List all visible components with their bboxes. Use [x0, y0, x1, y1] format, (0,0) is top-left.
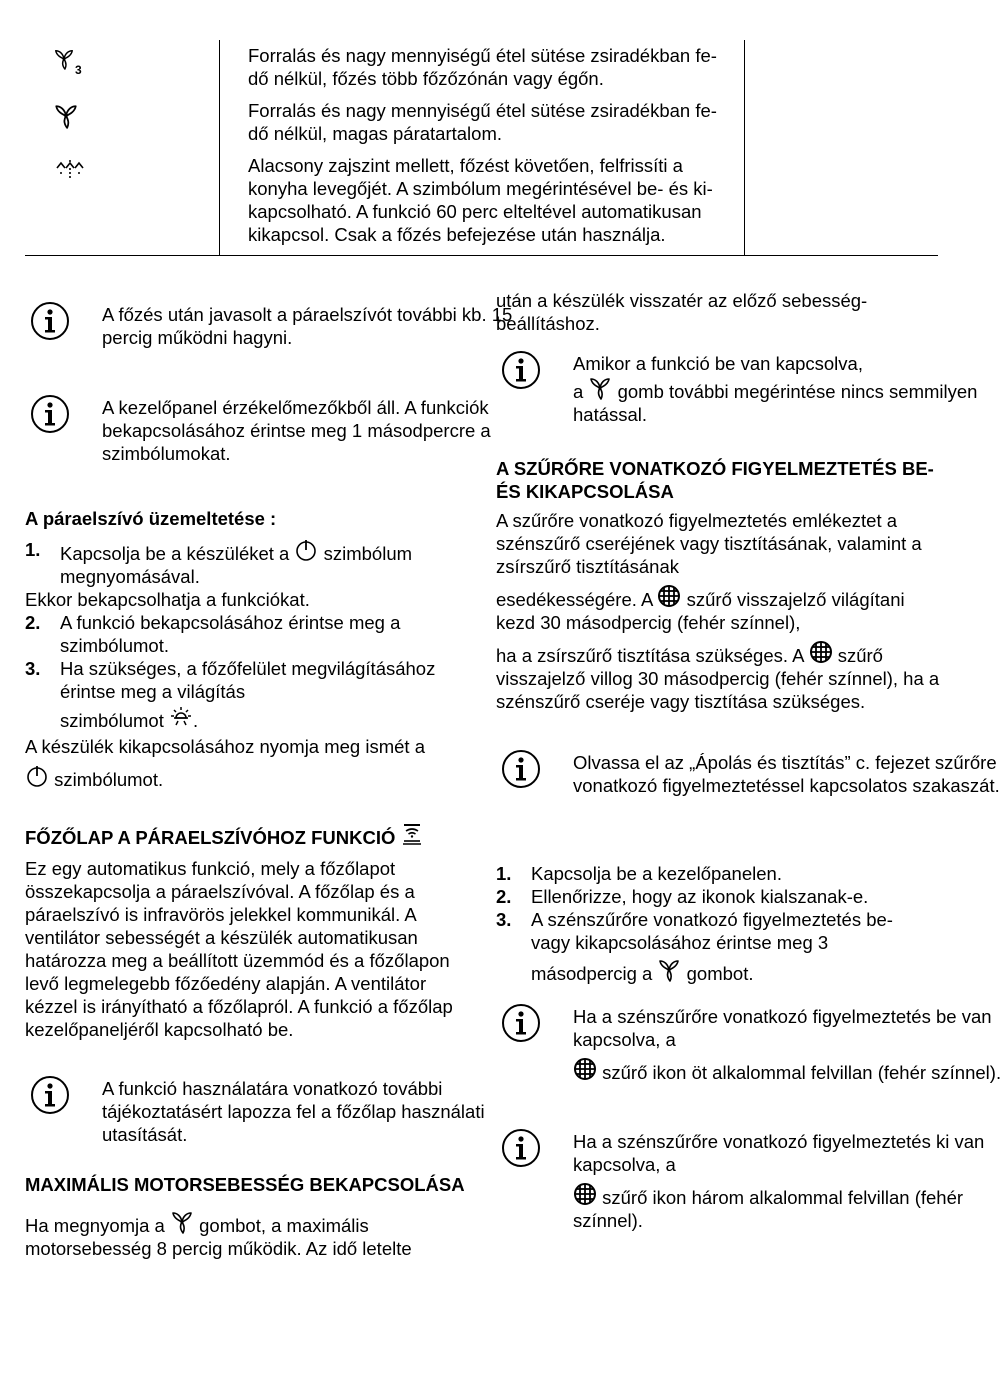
- list-item: 1. Kapcsolja be a kezelőpanelen.: [496, 863, 782, 884]
- max-speed-section: [25, 1173, 465, 1260]
- info-note: [25, 1077, 522, 1146]
- filter-icon: [809, 640, 833, 664]
- info-icon: [30, 301, 70, 341]
- table-cell-text: Forralás és nagy mennyiségű étel sütése zsiradékban fe-dő nélkül, főzés több főzőzónán vagy égőn.: [220, 40, 745, 95]
- hob-to-hood-icon: [400, 822, 424, 846]
- power-icon: [294, 538, 318, 562]
- step-list: [496, 862, 926, 985]
- note-text: A főzés után javasolt a páraelszívót további kb. 15 percig működni hagyni.: [102, 304, 513, 348]
- info-icon: [501, 350, 541, 390]
- body-text: esedékességére. A szűrő visszajelző világítani kezd 30 másodpercig (fehér színnel),: [496, 584, 940, 634]
- step-list: [25, 538, 465, 588]
- info-icon: [501, 1128, 541, 1168]
- list-item: 3. A szénszűrőre vonatkozó figyelmeztetés be- vagy kikapcsolásához érintse meg 3 másodpercig a gombot.: [496, 909, 893, 984]
- breeze-icon: [53, 167, 87, 188]
- body-text: Ha megnyomja a gombot, a maximális motorsebesség 8 percig működik. Az idő letelte: [25, 1210, 465, 1260]
- table-cell-text: Forralás és nagy mennyiségű étel sütése zsiradékban fe-dő nélkül, magas páratartalom.: [220, 95, 745, 150]
- list-item: 1. Kapcsolja be a készüléket a szimbólum megnyomásával.: [25, 539, 413, 587]
- svg-text:3: 3: [75, 63, 82, 77]
- info-note: [25, 396, 522, 465]
- note-text: Ha a szénszűrőre vonatkozó figyelmeztetés ki van kapcsolva, a szűrő ikon három alkalommal felvillan (fehér színnel).: [573, 1131, 985, 1231]
- section-heading: MAXIMÁLIS MOTORSEBESSÉG BEKAPCSOLÁSA: [25, 1174, 465, 1195]
- list-item: 2. A funkció bekapcsolásához érintse meg a szimbólumot.: [25, 612, 401, 656]
- filter-icon: [573, 1057, 597, 1081]
- hob-section: [25, 822, 465, 1041]
- filter-section: [496, 457, 940, 713]
- body-text: Ez egy automatikus funkció, mely a főzőlapot összekapcsolja a páraelszívóval. A főzőlap és a páraelszívó is infravörös jelekkel kommunikál. A ventilátor sebességét a készülék automatikusan határozza meg a beállított üzemmód és a főzőlapon levő legmelegebb főzőedény alapján. A ventilátor kézzel is irányítható a főzőlapról. A funkció a főzőlap kezelőpaneljéről kapcsolható be.: [25, 858, 453, 1040]
- info-note: [496, 352, 1003, 426]
- table-row: [25, 150, 938, 256]
- power-icon: [25, 764, 49, 788]
- body-text: A szűrőre vonatkozó figyelmeztetés emlékeztet a szénszűrő cseréjének vagy tisztításának, valamint a zsírszűrő tisztításának: [496, 510, 922, 577]
- info-note: [496, 1005, 1003, 1084]
- info-icon: [30, 394, 70, 434]
- list-item: 3. Ha szükséges, a főzőfelület megvilágításához érintse meg a világítás szimbólumot .: [25, 658, 436, 731]
- light-icon: [169, 705, 193, 729]
- fan-speed-3-icon: [53, 59, 85, 80]
- body-text: A készülék kikapcsolásához nyomja meg ismét a szimbólumot.: [25, 736, 425, 790]
- filter-icon: [573, 1182, 597, 1206]
- info-icon: [501, 749, 541, 789]
- filter-icon: [657, 584, 681, 608]
- symbol-table: [25, 40, 938, 256]
- fan-boost-icon: [588, 376, 612, 400]
- table-cell-text: Alacsony zajszint mellett, főzést követően, felfrissíti a konyha levegőjét. A szimbólum megérintésével be- és ki-kapcsolható. A funkció 60 perc elteltével automatikusan kikapcsol. Csak a főzés befejezése után használja.: [220, 150, 745, 256]
- table-row: [25, 40, 938, 95]
- fan-boost-icon: [53, 112, 79, 133]
- step-list: [25, 611, 465, 732]
- note-text: Amikor a funkció be van kapcsolva, a gomb további megérintése nincs semmilyen hatással.: [573, 353, 978, 425]
- body-text: Ekkor bekapcsolhatja a funkciókat.: [25, 589, 310, 610]
- info-icon: [30, 1075, 70, 1115]
- info-note: [496, 1130, 1003, 1232]
- note-text: Olvassa el az „Ápolás és tisztítás” c. fejezet szűrőre vonatkozó figyelmeztetéssel kapcsolatos szakaszát.: [573, 752, 1000, 796]
- note-text: A funkció használatára vonatkozó további tájékoztatásért lapozza fel a főzőlap használati utasítását.: [102, 1078, 485, 1145]
- info-note: [25, 303, 522, 353]
- list-item: 2. Ellenőrizze, hogy az ikonok kialszanak-e.: [496, 886, 869, 907]
- fan-boost-icon: [170, 1210, 194, 1234]
- section-heading: A páraelszívó üzemeltetése :: [25, 508, 277, 529]
- info-icon: [501, 1003, 541, 1043]
- table-row: [25, 95, 938, 150]
- section-heading: FŐZŐLAP A PÁRAELSZÍVÓHOZ FUNKCIÓ: [25, 822, 465, 849]
- fan-boost-icon: [657, 958, 681, 982]
- body-text: ha a zsírszűrő tisztítása szükséges. A szűrő visszajelző villog 30 másodpercig (fehér színnel), ha a szénszűrő cseréje vagy tisztítása szükséges.: [496, 640, 940, 713]
- note-text: Ha a szénszűrőre vonatkozó figyelmeztetés be van kapcsolva, a szűrő ikon öt alkalommal felvillan (fehér színnel).: [573, 1006, 1002, 1083]
- info-note: [496, 751, 1003, 801]
- note-text: A kezelőpanel érzékelőmezőkből áll. A funkciók bekapcsolásához érintse meg 1 másodpercre a szimbólumokat.: [102, 397, 491, 464]
- section-heading: A SZŰRŐRE VONATKOZÓ FIGYELMEZTETÉS BE- ÉS KIKAPCSOLÁSA: [496, 458, 934, 502]
- operation-section: [25, 507, 465, 791]
- body-text: után a készülék visszatér az előző sebesség-beállításhoz.: [496, 290, 868, 334]
